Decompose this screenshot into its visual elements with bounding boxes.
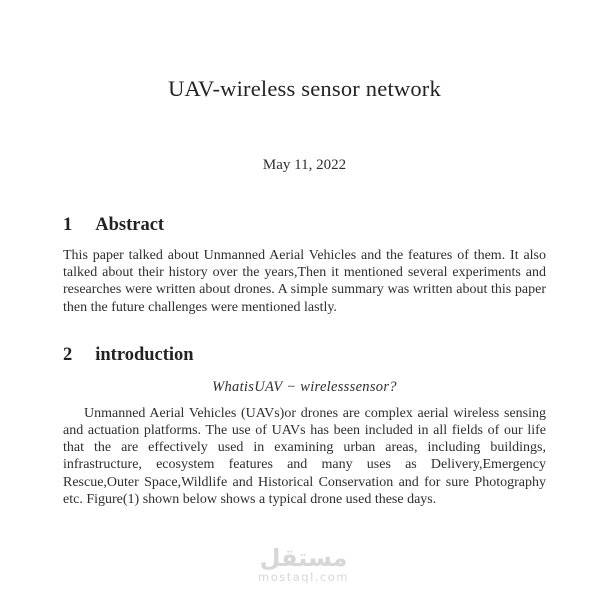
watermark-arabic-logo: مستقل xyxy=(259,544,348,572)
section-title: Abstract xyxy=(95,215,165,235)
document-title: UAV-wireless sensor network xyxy=(168,76,441,101)
watermark-domain-text: mostaql.com xyxy=(258,570,349,584)
mostaql-watermark xyxy=(0,545,607,584)
introduction-paragraph: Unmanned Aerial Vehicles (UAVs)or drones are complex aerial wireless sensing and actuation platforms. The use of UAVs has been included in all fields of our life that the are effectively used in examining urban areas, including buildings, infrastructure, ecosystem features and many uses as Delivery,Emergency Rescue,Outer Space,Wildlife and Historical Conservation and for sure Photography etc. Figure(1) shown below shows a typical drone used these days. xyxy=(63,405,546,507)
document-date: May 11, 2022 xyxy=(262,157,347,173)
section-number: 1 xyxy=(63,215,73,235)
document-content xyxy=(63,0,546,508)
section-heading-abstract xyxy=(63,215,546,236)
math-subtitle: WhatisUAV − wirelesssensor? xyxy=(212,378,397,395)
section-heading-introduction xyxy=(63,345,546,366)
abstract-paragraph: This paper talked about Unmanned Aerial Vehicles and the features of them. It also talked about their history over the years,Then it mentioned several experiments and researches were written about drones. A simple summary was written about this paper then the future challenges were mentioned lastly. xyxy=(63,248,546,315)
section-title: introduction xyxy=(95,344,194,365)
section-number: 2 xyxy=(63,344,73,365)
